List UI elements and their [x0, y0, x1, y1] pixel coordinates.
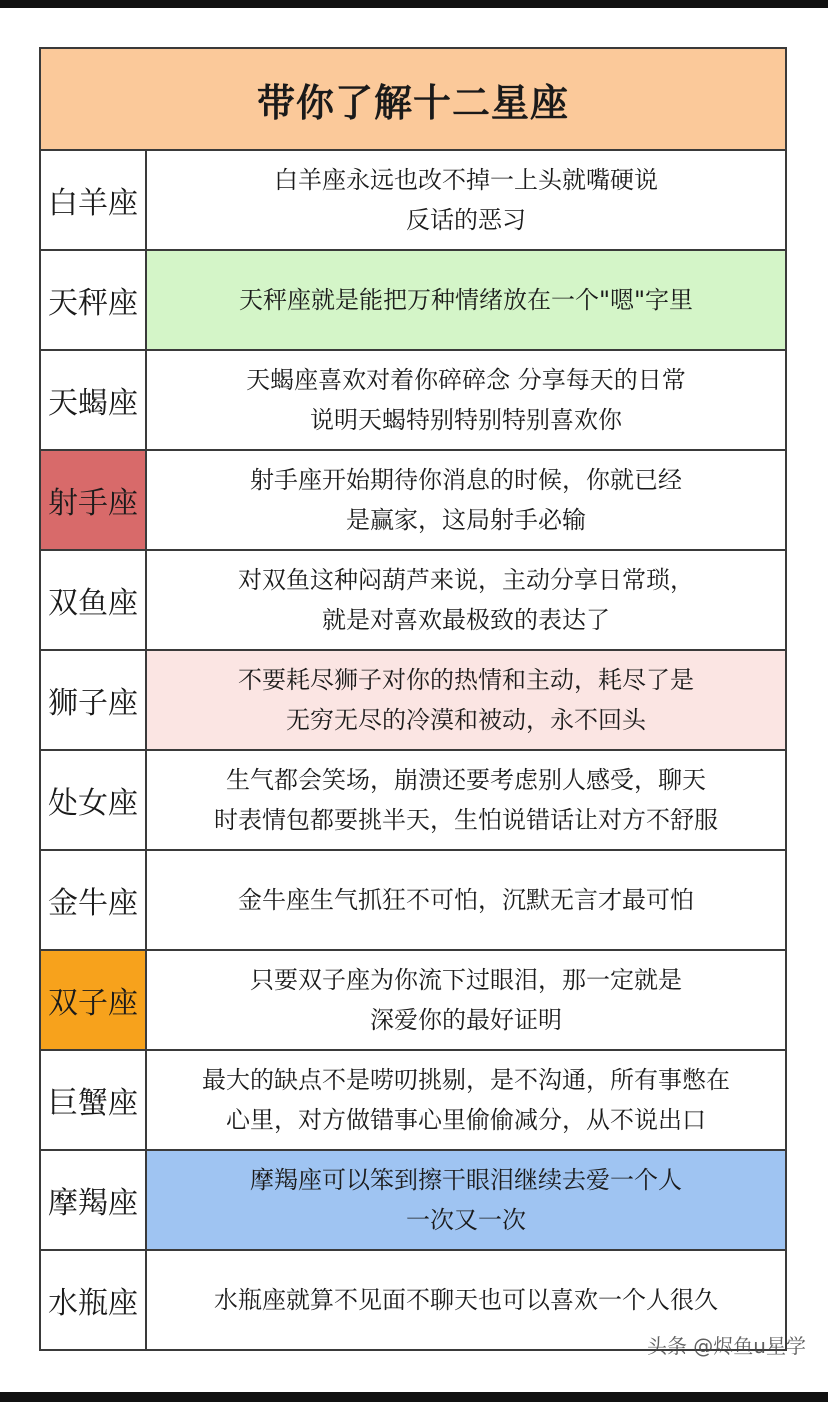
watermark: 头条 @烬鱼u星学	[646, 1334, 806, 1358]
title-row	[41, 49, 785, 151]
row-libra	[41, 251, 785, 351]
sign-cell: 巨蟹座	[41, 1051, 147, 1149]
top-border-bar	[0, 0, 828, 8]
row-leo	[41, 651, 785, 751]
desc-cell: 对双鱼这种闷葫芦来说，主动分享日常琐， 就是对喜欢最极致的表达了	[147, 551, 785, 649]
desc-cell: 最大的缺点不是唠叨挑剔，是不沟通，所有事憋在 心里，对方做错事心里偷偷减分，从不说出口	[147, 1051, 785, 1149]
sign-cell: 白羊座	[41, 151, 147, 249]
row-scorpio	[41, 351, 785, 451]
desc-cell: 天蝎座喜欢对着你碎碎念 分享每天的日常 说明天蝎特别特别特别喜欢你	[147, 351, 785, 449]
row-gemini	[41, 951, 785, 1051]
sign-cell: 摩羯座	[41, 1151, 147, 1249]
sign-cell: 处女座	[41, 751, 147, 849]
sign-cell: 水瓶座	[41, 1251, 147, 1349]
sign-cell: 双子座	[41, 951, 147, 1049]
row-aries	[41, 151, 785, 251]
desc-cell: 射手座开始期待你消息的时候，你就已经 是赢家，这局射手必输	[147, 451, 785, 549]
row-taurus	[41, 851, 785, 951]
row-sagittarius	[41, 451, 785, 551]
desc-cell: 只要双子座为你流下过眼泪，那一定就是 深爱你的最好证明	[147, 951, 785, 1049]
sign-cell: 天蝎座	[41, 351, 147, 449]
sign-cell: 狮子座	[41, 651, 147, 749]
row-virgo	[41, 751, 785, 851]
desc-cell: 摩羯座可以笨到擦干眼泪继续去爱一个人 一次又一次	[147, 1151, 785, 1249]
row-capricorn	[41, 1151, 785, 1251]
desc-cell: 金牛座生气抓狂不可怕，沉默无言才最可怕	[147, 851, 785, 949]
bottom-border-bar	[0, 1392, 828, 1402]
row-pisces	[41, 551, 785, 651]
desc-cell: 天秤座就是能把万种情绪放在一个"嗯"字里	[147, 251, 785, 349]
sign-cell: 天秤座	[41, 251, 147, 349]
sign-cell: 射手座	[41, 451, 147, 549]
sign-cell: 金牛座	[41, 851, 147, 949]
zodiac-table	[39, 47, 787, 1351]
desc-cell: 水瓶座就算不见面不聊天也可以喜欢一个人很久	[147, 1251, 785, 1349]
row-cancer	[41, 1051, 785, 1151]
desc-cell: 白羊座永远也改不掉一上头就嘴硬说 反话的恶习	[147, 151, 785, 249]
desc-cell: 生气都会笑场，崩溃还要考虑别人感受，聊天 时表情包都要挑半天，生怕说错话让对方不舒服	[147, 751, 785, 849]
desc-cell: 不要耗尽狮子对你的热情和主动，耗尽了是 无穷无尽的冷漠和被动，永不回头	[147, 651, 785, 749]
sign-cell: 双鱼座	[41, 551, 147, 649]
table-title: 带你了解十二星座	[256, 80, 569, 125]
